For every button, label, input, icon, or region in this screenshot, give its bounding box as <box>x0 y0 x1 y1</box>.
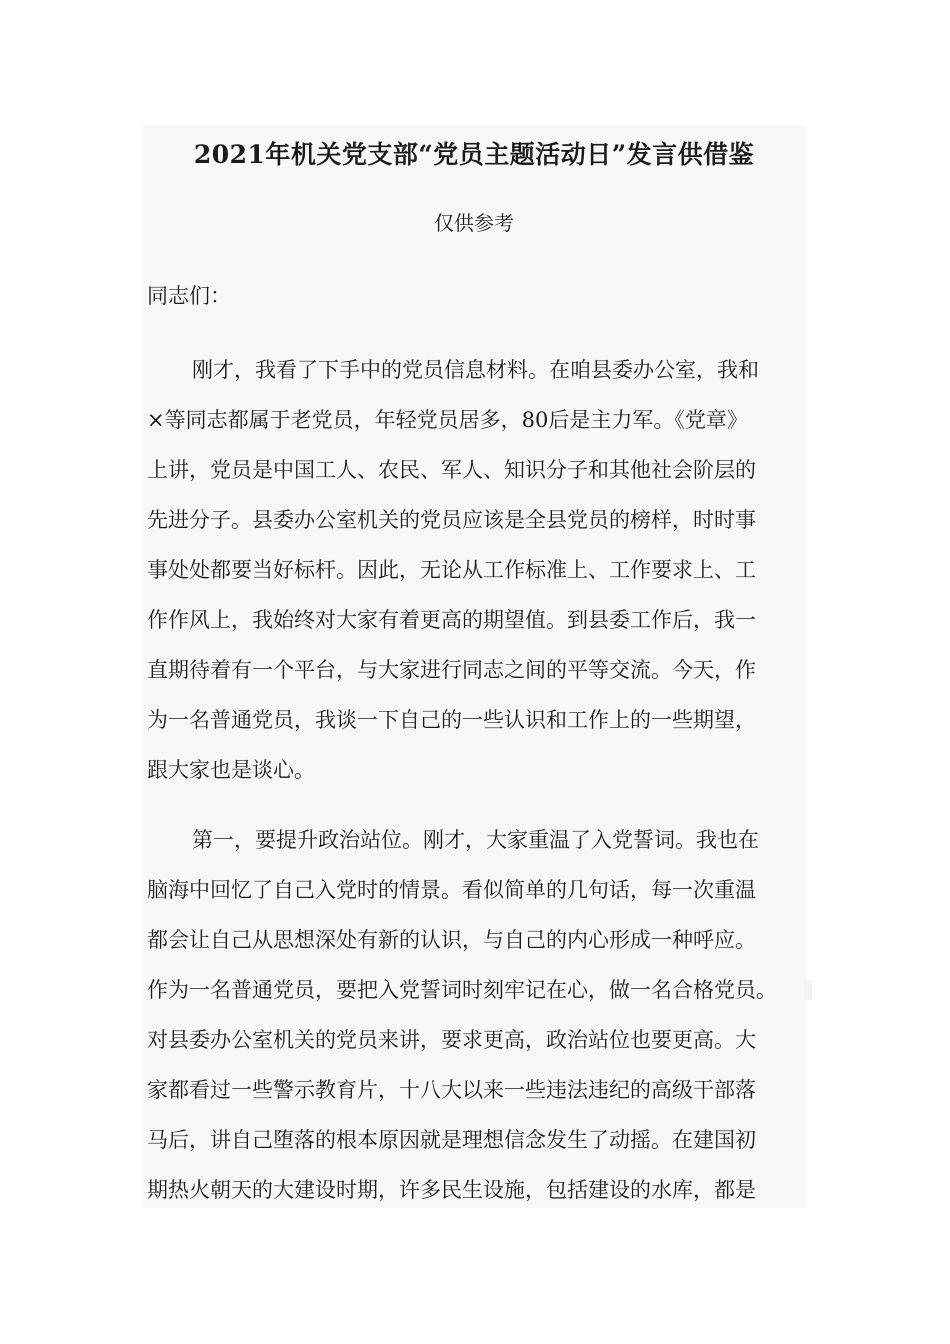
text-line: 跟大家也是谈心。 <box>147 758 315 782</box>
text-line: 为一名普通党员，我谈一下自己的一些认识和工作上的一些期望， <box>147 708 756 732</box>
text-line: 第一，要提升政治站位。刚才，大家重温了入党誓词。我也在 <box>192 828 759 852</box>
text-line: 直期待着有一个平台，与大家进行同志之间的平等交流。今天，作 <box>147 658 756 682</box>
text-line: 脑海中回忆了自己入党时的情景。看似简单的几句话，每一次重温 <box>147 878 756 902</box>
text-line: ×等同志都属于老党员，年轻党员居多，80后是主力军。《党章》 <box>147 408 748 432</box>
text-line: 家都看过一些警示教育片，十八大以来一些违法违纪的高级干部落 <box>147 1078 756 1102</box>
text-line: 上讲，党员是中国工人、农民、军人、知识分子和其他社会阶层的 <box>147 458 756 482</box>
text-line: 刚才，我看了下手中的党员信息材料。在咱县委办公室，我和 <box>192 358 759 382</box>
document-page <box>142 125 806 1208</box>
text-line: 马后，讲自己堕落的根本原因就是理想信念发生了动摇。在建国初 <box>147 1128 756 1152</box>
text-line: 对县委办公室机关的党员来讲，要求更高，政治站位也要更高。大 <box>147 1028 756 1052</box>
text-line: 期热火朝天的大建设时期，许多民生设施，包括建设的水库，都是 <box>147 1178 756 1202</box>
document-subtitle: 仅供参考 <box>434 211 514 235</box>
salutation: 同志们： <box>147 284 231 308</box>
paragraph-1 <box>147 345 806 795</box>
highlight-overflow-mark <box>804 980 812 1000</box>
paragraph-2 <box>147 815 806 1208</box>
text-line: 先进分子。县委办公室机关的党员应该是全县党员的榜样，时时事 <box>147 508 756 532</box>
text-line: 都会让自己从思想深处有新的认识，与自己的内心形成一种呼应。 <box>147 928 756 952</box>
text-line: 作作风上，我始终对大家有着更高的期望值。到县委工作后，我一 <box>147 608 756 632</box>
text-line: 事处处都要当好标杆。因此，无论从工作标准上、工作要求上、工 <box>147 558 756 582</box>
document-title: 2021年机关党支部“党员主题活动日”发言供借鉴 <box>193 140 755 169</box>
text-line: 作为一名普通党员，要把入党誓词时刻牢记在心，做一名合格党员。 <box>147 978 777 1002</box>
